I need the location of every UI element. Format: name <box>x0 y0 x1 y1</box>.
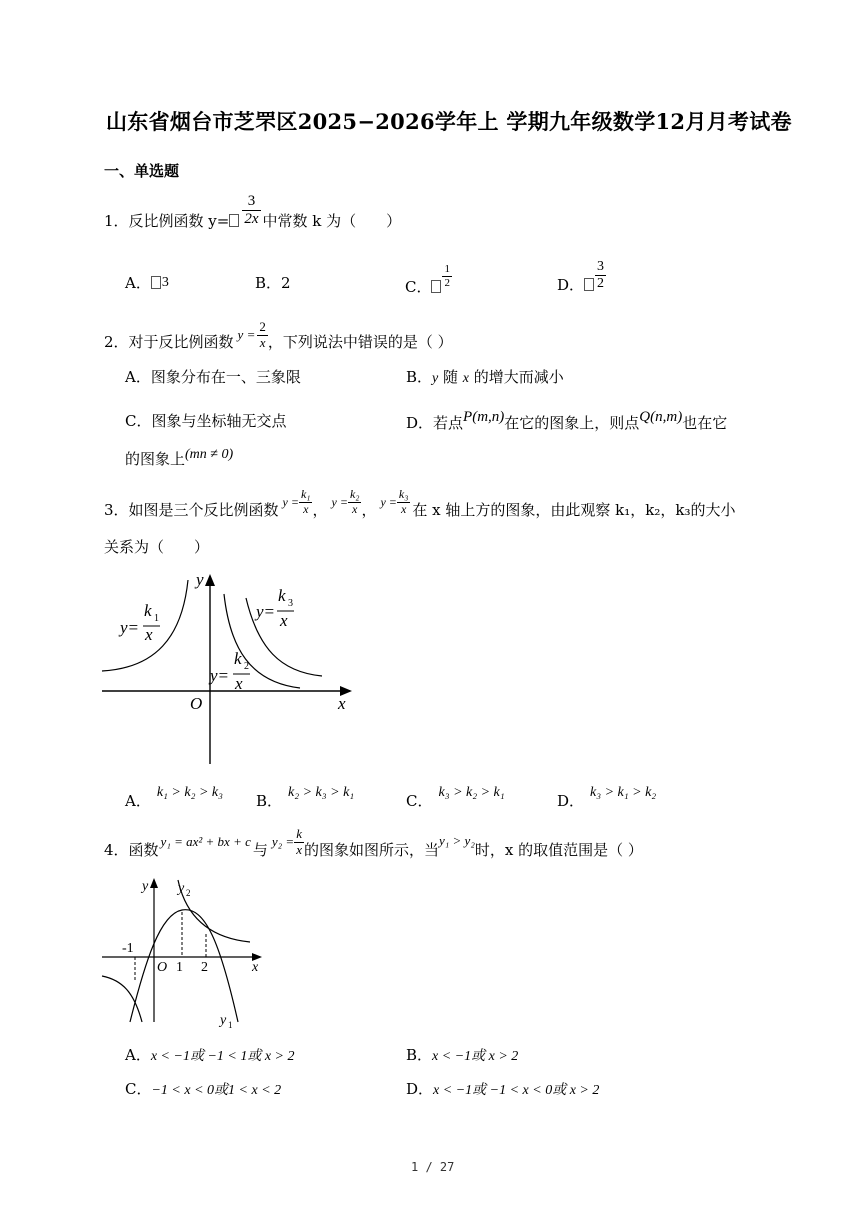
q2-option-d[interactable] <box>406 400 727 434</box>
q3-label1-den: x <box>145 625 153 644</box>
q2-option-b[interactable] <box>406 366 564 387</box>
q2-option-d-line2 <box>125 440 233 469</box>
q1-d-num: 3 <box>597 259 605 275</box>
q2-frac-num: 2 <box>259 319 266 335</box>
q3-d-label: D． <box>557 791 585 810</box>
q2-option-a[interactable]: A．图象分布在一、三象限 <box>125 368 301 386</box>
q4-graph-origin: O <box>157 960 168 975</box>
page-number: 1 / 27 <box>411 1160 455 1174</box>
q3-option-d[interactable] <box>557 780 656 810</box>
q4-f1: y₁ = ax² + bx + c <box>160 834 251 849</box>
q3-f2-fraction <box>348 488 362 515</box>
q1-d-fraction <box>595 259 606 291</box>
q3-label2-sub: 2 <box>244 661 249 672</box>
question-1 <box>104 194 401 246</box>
q4-option-a[interactable] <box>125 1044 295 1065</box>
q3-option-b[interactable] <box>256 780 354 810</box>
q4-graph <box>100 872 270 1034</box>
q2-d-end: 也在它 <box>682 413 728 432</box>
section-heading: 一、单选题 <box>104 162 180 180</box>
q3-sep2: ， <box>361 500 377 519</box>
q3-mid: 在 x 轴上方的图象，由此观察 k₁，k₂，k₃的大小 <box>412 500 736 519</box>
q4-with: 与 <box>252 840 268 859</box>
q4-d-label: D． <box>406 1080 434 1098</box>
q3-b-label: B． <box>256 791 283 810</box>
q3-a-value: k₁ > k₂ > k₃ <box>156 785 223 800</box>
q2-d-condition: (mn ≠ 0) <box>185 446 234 462</box>
q3-label1-lhs: y= <box>120 618 140 637</box>
q1-prefix: 1．反比例函数 y= <box>104 211 230 230</box>
q1-suffix: 中常数 k 为（ ） <box>262 211 402 230</box>
q3-graph-y-label: y <box>196 570 204 589</box>
q4-c-value: −1 < x < 0或1 < x < 2 <box>151 1083 282 1098</box>
q4-graph-y2-sub: 2 <box>186 888 191 898</box>
q3-a-label: A． <box>125 791 151 810</box>
q3-b-value: k₂ > k₃ > k₁ <box>288 785 355 800</box>
q3-option-a[interactable] <box>125 780 223 810</box>
missing-glyph-box <box>229 214 239 227</box>
q4-option-c[interactable] <box>125 1078 281 1099</box>
q3-f3-num: k₃ <box>398 487 409 502</box>
q4-option-b[interactable] <box>406 1044 518 1065</box>
q1-c-den: 2 <box>444 276 450 289</box>
q3-label3-sub: 3 <box>288 598 293 609</box>
q4-a-label: A． <box>125 1046 151 1064</box>
q3-f1-den: x <box>303 501 309 516</box>
q2-d-point-q: Q(n,m) <box>639 408 683 425</box>
q3-option-c[interactable] <box>406 780 505 810</box>
q3-f2-num: k₂ <box>349 487 360 502</box>
q3-label2-lhs: y= <box>210 666 230 685</box>
q2-d-line2: 的图象上 <box>125 450 186 468</box>
q4-prefix: 4．函数 <box>104 840 159 859</box>
question-4 <box>104 818 643 866</box>
q3-f2-den: x <box>352 501 358 516</box>
q2-b-x: x <box>462 371 470 386</box>
q3-label2-num: k <box>234 649 242 668</box>
q2-frac-den: x <box>259 334 266 350</box>
q1-frac-num: 3 <box>242 193 260 211</box>
q3-graph-origin: O <box>190 694 203 713</box>
missing-glyph-box <box>151 276 161 289</box>
q2-formula-lhs: y = <box>237 327 256 342</box>
q3-f1-fraction <box>299 488 313 515</box>
q1-c-fraction <box>442 263 452 288</box>
q2-d-point-p: P(m,n) <box>463 408 505 425</box>
q1-d-label: D． <box>557 275 585 294</box>
q3-label1-sub: 1 <box>154 613 159 624</box>
q3-label3-den: x <box>280 611 288 630</box>
q3-label1-num: k <box>144 601 152 620</box>
q2-option-c[interactable]: C．图象与坐标轴无交点 <box>125 412 287 430</box>
y-axis-arrow <box>205 574 215 586</box>
q1-d-den: 2 <box>597 275 605 291</box>
q2-prefix: 2．对于反比例函数 <box>104 332 234 351</box>
q3-label3-num: k <box>278 586 286 605</box>
q3-graph-x-label: x <box>338 694 346 713</box>
q4-a-value: x < −1或 −1 < 1或 x > 2 <box>150 1049 295 1064</box>
q4-f2-fraction <box>294 827 304 857</box>
question-2 <box>104 310 453 360</box>
page-title: 山东省烟台市芝罘区2025−2026学年上 学期九年级数学12月月考试卷 <box>106 109 792 134</box>
q4-c-label: C． <box>125 1080 152 1098</box>
q4-graph-neg1: -1 <box>122 941 134 956</box>
q2-d-mid: 在它的图象上，则点 <box>504 413 640 432</box>
q1-option-a[interactable] <box>125 272 169 293</box>
q1-option-c[interactable] <box>405 262 452 298</box>
q2-b-end: 的增大而减小 <box>469 368 564 386</box>
q3-f3-den: x <box>400 501 407 516</box>
q4-option-d[interactable] <box>406 1078 599 1099</box>
q3-c-value: k₃ > k₂ > k₁ <box>438 785 505 800</box>
q4-graph-y-label: y <box>142 879 149 894</box>
question-3 <box>104 480 735 524</box>
q4-f2-den: x <box>296 841 302 857</box>
curve-y1 <box>130 910 238 1022</box>
q3-f1-lhs: y = <box>282 494 299 509</box>
q2-b-mid: 随 <box>438 368 463 386</box>
q1-option-d[interactable] <box>557 252 606 298</box>
q1-option-b[interactable]: B．2 <box>255 274 291 292</box>
q1-a-label: A． <box>125 274 151 292</box>
q4-b-value: x < −1或 x > 2 <box>432 1049 519 1064</box>
y-axis-arrow <box>150 878 158 888</box>
q3-graph <box>100 568 362 768</box>
q4-graph-y1-sub: 1 <box>228 1020 233 1030</box>
q4-b-label: B． <box>406 1046 433 1064</box>
q3-prefix: 3．如图是三个反比例函数 <box>104 500 279 519</box>
q4-end: 时，x 的取值范围是（ ） <box>474 840 643 859</box>
q3-f3-lhs: y = <box>380 494 397 509</box>
q4-graph-1: 1 <box>176 960 183 975</box>
q1-c-label: C． <box>405 277 432 296</box>
q4-f2-lhs: y₂ = <box>271 834 295 849</box>
q3-label2-den: x <box>235 674 243 693</box>
q3-sep1: ， <box>312 500 328 519</box>
q4-d-value: x < −1或 −1 < x < 0或 x > 2 <box>433 1083 600 1098</box>
q3-f3-fraction <box>397 488 411 515</box>
q2-b-label: B． <box>406 368 433 386</box>
q2-d-label: D．若点 <box>406 413 464 432</box>
missing-glyph-box <box>584 278 594 291</box>
q4-f2-num: k <box>296 826 302 842</box>
q4-mid: 的图象如图所示，当 <box>303 840 439 859</box>
q3-label3-lhs: y= <box>256 602 276 621</box>
q4-cond: y₁ > y₂ <box>439 833 475 848</box>
q4-graph-2: 2 <box>201 960 208 975</box>
q1-c-num: 1 <box>444 263 450 276</box>
q2-suffix: ，下列说法中错误的是（ ） <box>267 332 453 351</box>
q4-graph-y1-label: y <box>220 1013 227 1028</box>
q2-b-y: y <box>432 371 439 386</box>
missing-glyph-box <box>431 280 441 293</box>
q3-d-value: k₃ > k₁ > k₂ <box>590 785 657 800</box>
q1-frac-den: 2x <box>244 210 259 227</box>
q1-a-value: 3 <box>161 274 169 290</box>
q3-line2: 关系为（ ） <box>104 538 210 556</box>
q3-f2-lhs: y = <box>331 494 348 509</box>
q2-fraction <box>257 320 268 350</box>
q4-graph-y2-label: y <box>178 881 185 896</box>
q3-c-label: C． <box>406 791 433 810</box>
q1-fraction <box>242 193 260 227</box>
q3-f1-num: k₁ <box>300 487 311 502</box>
q4-graph-x-label: x <box>252 960 259 975</box>
